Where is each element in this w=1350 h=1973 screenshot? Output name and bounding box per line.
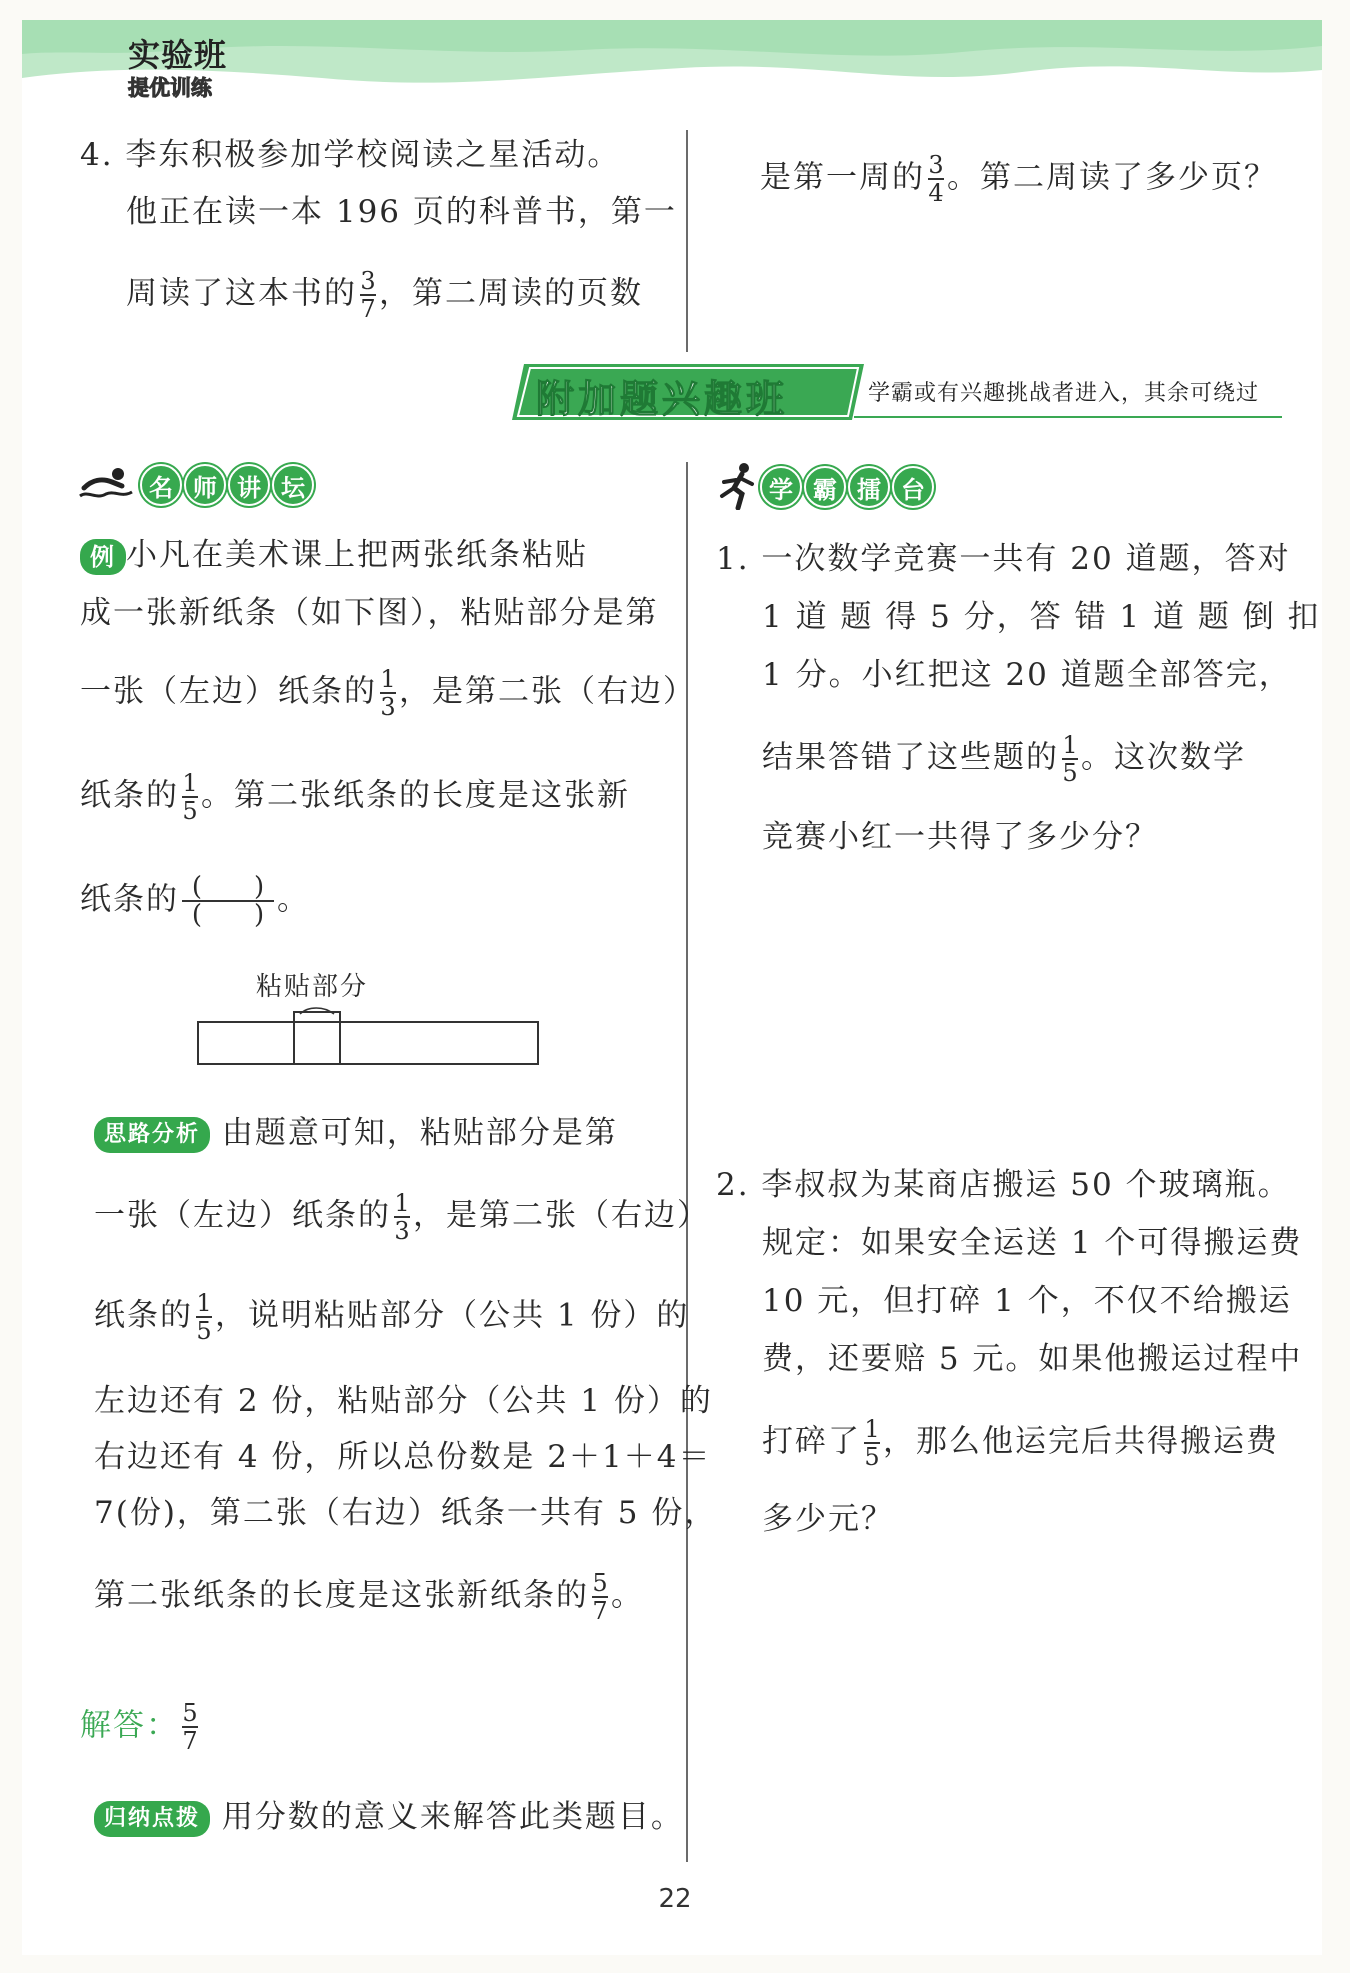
q4-right-pre: 是第一周的 <box>760 159 925 196</box>
brand <box>128 30 227 102</box>
p2-line1: 2. 李叔叔为某商店搬运 50 个玻璃瓶。 <box>716 1167 1291 1203</box>
banner-note: 学霸或有兴趣挑战者进入，其余可绕过 <box>868 381 1260 406</box>
frac-numerator: 3 <box>928 151 944 179</box>
analysis-fraction-2 <box>196 1290 212 1344</box>
example-text: 小凡在美术课上把两张纸条粘贴 <box>126 537 588 573</box>
q4-right-post: 。第二周读了多少页？ <box>947 159 1277 196</box>
title-char: 坛 <box>272 464 314 506</box>
frac-denominator: 7 <box>182 1727 198 1755</box>
p2-line5 <box>762 1416 1279 1470</box>
example-line2: 成一张新纸条（如下图），粘贴部分是第 <box>80 595 659 631</box>
analysis-line1 <box>94 1112 618 1154</box>
frac-numerator: 5 <box>182 1699 198 1727</box>
frac-denominator: 5 <box>182 797 198 825</box>
p1-line1: 1. 一次数学竞赛一共有 20 道题，答对 <box>716 541 1291 577</box>
frac-denominator: 3 <box>394 1217 410 1245</box>
analysis-line2-pre: 一张（左边）纸条的 <box>94 1197 391 1234</box>
example-line3-pre: 一张（左边）纸条的 <box>80 673 377 710</box>
frac-numerator: 1 <box>394 1189 410 1217</box>
title-char: 霸 <box>804 466 846 508</box>
q4-fraction-1 <box>360 268 376 322</box>
example-tag: 例 <box>80 539 126 575</box>
p2-fraction <box>864 1416 880 1470</box>
blank-denominator: ( ) <box>191 900 265 930</box>
analysis-line3-pre: 纸条的 <box>94 1297 193 1334</box>
frac-numerator: 1 <box>864 1415 880 1443</box>
answer <box>80 1700 201 1754</box>
analysis-line2-post: ，是第二张（右边） <box>413 1197 710 1234</box>
p2-line5-pre: 打碎了 <box>762 1423 861 1460</box>
title-char: 讲 <box>228 464 270 506</box>
frac-numerator: 1 <box>182 769 198 797</box>
frac-denominator: 5 <box>196 1317 212 1345</box>
column-divider-top <box>686 130 688 352</box>
p2-line6: 多少元？ <box>762 1501 894 1537</box>
p2-line2: 规定：如果安全运送 1 个可得搬运费 <box>762 1225 1303 1261</box>
frac-denominator: 3 <box>380 693 396 721</box>
p1-line2: 1 道 题 得 5 分，答 错 1 道 题 倒 扣 <box>762 599 1321 635</box>
blank-numerator: ( ) <box>191 872 265 902</box>
title-char: 名 <box>140 464 182 506</box>
title-char: 台 <box>892 466 934 508</box>
example-line3 <box>80 666 696 720</box>
summary-text: 用分数的意义来解答此类题目。 <box>221 1799 684 1835</box>
example-line4 <box>80 770 630 824</box>
swimmer-icon <box>78 466 134 502</box>
analysis-tag: 思路分析 <box>94 1117 210 1153</box>
paper-strip-diagram <box>196 1004 546 1070</box>
page-number: 22 <box>658 1884 692 1914</box>
example-line5-pre: 纸条的 <box>80 881 179 918</box>
q4-right-line <box>760 152 1277 206</box>
banner-title: 附加题兴趣班 <box>536 377 789 421</box>
analysis-fraction-1 <box>394 1190 410 1244</box>
analysis-line6: 7(份)，第二张（右边）纸条一共有 5 份， <box>94 1495 718 1531</box>
p1-line4-post: 。这次数学 <box>1081 739 1246 776</box>
runner-icon <box>716 462 758 510</box>
analysis-line4: 左边还有 2 份，粘贴部分（公共 1 份）的 <box>94 1383 713 1419</box>
brand-subtitle: 提优训练 <box>128 76 212 100</box>
q4-line3-pre: 周读了这本书的 <box>126 275 357 312</box>
frac-denominator: 5 <box>1062 759 1078 787</box>
analysis-line3 <box>94 1290 689 1344</box>
example-line4-pre: 纸条的 <box>80 777 179 814</box>
p2-line4: 费，还要赔 5 元。如果他搬运过程中 <box>762 1341 1303 1377</box>
frac-denominator: 7 <box>360 295 376 323</box>
example-line5-post: 。 <box>277 881 310 918</box>
frac-numerator: 5 <box>592 1569 608 1597</box>
q4-fraction-2 <box>928 152 944 206</box>
section-title-mingshi <box>140 464 314 506</box>
example-line3-post: ，是第二张（右边） <box>399 673 696 710</box>
q4-line2: 他正在读一本 196 页的科普书，第一 <box>126 194 677 230</box>
answer-blank[interactable] <box>182 874 274 928</box>
brand-title: 实验班 <box>128 36 228 74</box>
frac-denominator: 5 <box>864 1443 880 1471</box>
example-line4-post: 。第二张纸条的长度是这张新 <box>201 777 630 814</box>
analysis-line2 <box>94 1190 710 1244</box>
title-char: 师 <box>184 464 226 506</box>
q4-line1: 4. 李东积极参加学校阅读之星活动。 <box>80 137 621 173</box>
title-char: 学 <box>760 466 802 508</box>
p2-line5-post: ，那么他运完后共得搬运费 <box>883 1423 1279 1460</box>
p1-fraction <box>1062 732 1078 786</box>
banner-underline <box>854 416 1282 418</box>
example-fraction-1 <box>380 666 396 720</box>
p1-line3: 1 分。小红把这 20 道题全部答完， <box>762 657 1292 693</box>
p2-line3: 10 元，但打碎 1 个，不仅不给搬运 <box>762 1283 1292 1319</box>
p1-line5: 竞赛小红一共得了多少分？ <box>762 819 1158 855</box>
example-fraction-2 <box>182 770 198 824</box>
frac-numerator: 1 <box>1062 731 1078 759</box>
answer-fraction <box>182 1700 198 1754</box>
frac-numerator: 3 <box>360 267 376 295</box>
q4-line3-post: ，第二周读的页数 <box>379 275 643 312</box>
q4-line3 <box>126 268 643 322</box>
analysis-line7-post: 。 <box>611 1577 644 1614</box>
analysis-line7-pre: 第二张纸条的长度是这张新纸条的 <box>94 1577 589 1614</box>
frac-denominator: 7 <box>592 1597 608 1625</box>
answer-label: 解答： <box>80 1707 179 1744</box>
example-line5 <box>80 874 310 928</box>
summary <box>94 1796 684 1838</box>
frac-denominator: 4 <box>928 179 944 207</box>
frac-numerator: 1 <box>196 1289 212 1317</box>
p1-line4 <box>762 732 1246 786</box>
frac-numerator: 1 <box>380 665 396 693</box>
analysis-line3-post: ，说明粘贴部分（公共 1 份）的 <box>215 1297 690 1334</box>
section-title-xueba <box>760 466 934 508</box>
analysis-line7 <box>94 1570 644 1624</box>
diagram-label: 粘贴部分 <box>256 972 369 1002</box>
analysis-text: 由题意可知，粘贴部分是第 <box>221 1115 618 1151</box>
p1-line4-pre: 结果答错了这些题的 <box>762 739 1059 776</box>
analysis-fraction-3 <box>592 1570 608 1624</box>
analysis-line5: 右边还有 4 份，所以总份数是 2＋1＋4＝ <box>94 1439 712 1475</box>
example-line1 <box>80 534 588 576</box>
summary-tag: 归纳点拨 <box>94 1801 210 1837</box>
title-char: 擂 <box>848 466 890 508</box>
